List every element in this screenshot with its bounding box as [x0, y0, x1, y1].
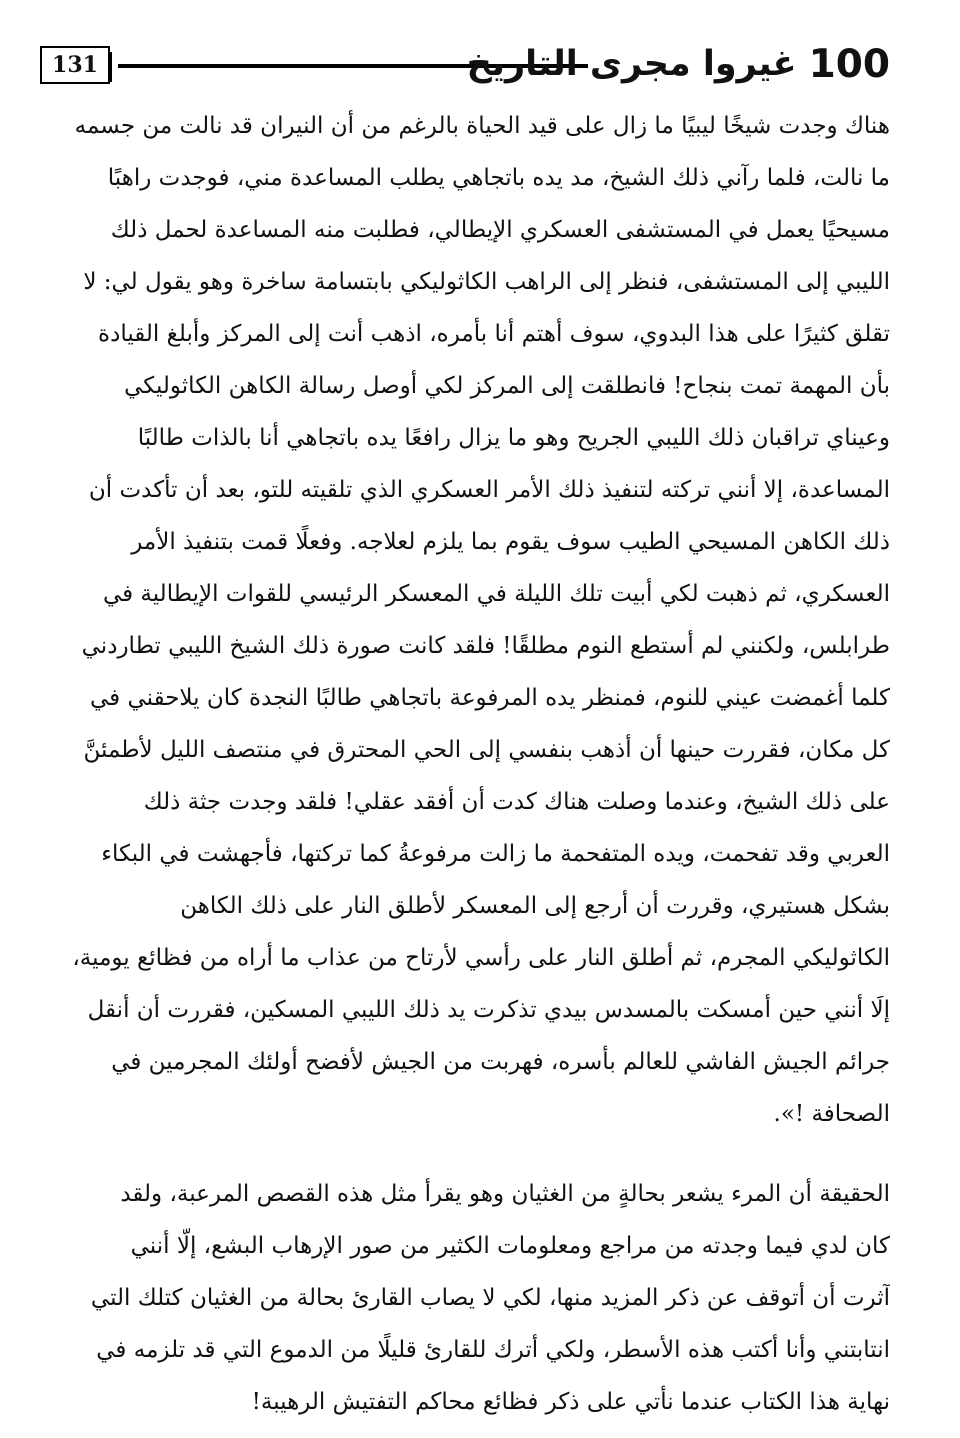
book-number: 100	[808, 41, 890, 87]
text-line: طرابلس، ولكنني لم أستطع النوم مطلقًا! فلقد كانت صورة ذلك الشيخ الليبي تطاردني	[81, 633, 890, 659]
page-body	[50, 100, 890, 1428]
text-line: كان لدي فيما وجدته من مراجع ومعلومات الكثير من صور الإرهاب البشع، إلّا أنني	[130, 1233, 890, 1259]
text-line: هناك وجدت شيخًا ليبيًا ما زال على قيد الحياة بالرغم من أن النيران قد نالت من جسمه	[74, 113, 890, 139]
text-line: مسيحيًا يعمل في المستشفى العسكري الإيطالي، فطلبت منه المساعدة لحمل ذلك	[110, 217, 890, 243]
text-line: بأن المهمة تمت بنجاح! فانطلقت إلى المركز لكي أوصل رسالة الكاهن الكاثوليكي	[124, 373, 890, 399]
text-line: تقلق كثيرًا على هذا البدوي، سوف أهتم أنا بأمره، اذهب أنت إلى المركز وأبلغ القيادة	[98, 321, 890, 347]
page-header	[40, 40, 890, 96]
text-line: كل مكان، فقررت حينها أن أذهب بنفسي إلى الحي المحترق في منتصف الليل لأطمئنَّ	[83, 737, 890, 763]
paragraph-gap	[50, 1140, 890, 1168]
text-line: العسكري، ثم ذهبت لكي أبيت تلك الليلة في المعسكر الرئيسي للقوات الإيطالية في	[102, 581, 890, 607]
text-line: الحقيقة أن المرء يشعر بحالةٍ من الغثيان وهو يقرأ مثل هذه القصص المرعبة، ولقد	[120, 1181, 890, 1207]
paragraph-2	[50, 1168, 890, 1428]
running-title	[467, 40, 890, 88]
text-line: الليبي إلى المستشفى، فنظر إلى الراهب الكاثوليكي بابتسامة ساخرة وهو يقول لي: لا	[83, 269, 890, 295]
text-line: انتابتني وأنا أكتب هذه الأسطر، ولكي أترك للقارئ قليلًا من الدموع التي قد تلزمه في	[96, 1337, 890, 1363]
text-line: إلَا أنني حين أمسكت بالمسدس بيدي تذكرت يد ذلك الليبي المسكين، فقررت أن أنقل	[87, 997, 890, 1023]
paragraph-1	[50, 100, 890, 1140]
text-line: الصحافة !».	[773, 1101, 890, 1127]
text-line: ما نالت، فلما رآني ذلك الشيخ، مد يده باتجاهي يطلب المساعدة مني، فوجدت راهبًا	[107, 165, 890, 191]
text-line: بشكل هستيري، وقررت أن أرجع إلى المعسكر لأطلق النار على ذلك الكاهن	[180, 893, 890, 919]
page-number: 131	[40, 46, 110, 84]
text-line: آثرت أن أتوقف عن ذكر المزيد منها، لكي لا يصاب القارئ بحالة من الغثيان كتلك التي	[90, 1285, 890, 1311]
text-line: المساعدة، إلا أنني تركته لتنفيذ ذلك الأمر العسكري الذي تلقيته للتو، بعد أن تأكدت أن	[88, 477, 890, 503]
book-title: غيروا مجرى التاريخ	[466, 43, 797, 84]
text-line: الكاثوليكي المجرم، ثم أطلق النار على رأسي لأرتاح من عذاب ما أراه من فظائع يومية،	[72, 945, 890, 971]
text-line: ذلك الكاهن المسيحي الطيب سوف يقوم بما يلزم لعلاجه. وفعلًا قمت بتنفيذ الأمر	[131, 529, 890, 555]
text-line: كلما أغمضت عيني للنوم، فمنظر يده المرفوعة باتجاهي طالبًا النجدة كان يلاحقني في	[89, 685, 890, 711]
text-line: على ذلك الشيخ، وعندما وصلت هناك كدت أن أفقد عقلي! فلقد وجدت جثة ذلك	[143, 789, 890, 815]
text-line: نهاية هذا الكتاب عندما نأتي على ذكر فظائع محاكم التفتيش الرهيبة!	[251, 1389, 890, 1415]
text-line: وعيناي تراقبان ذلك الليبي الجريح وهو ما يزال رافعًا يده باتجاهي أنا بالذات طالبًا	[137, 425, 890, 451]
text-line: جرائم الجيش الفاشي للعالم بأسره، فهربت من الجيش لأفضح أولئك المجرمين في	[111, 1049, 890, 1075]
text-line: العربي وقد تفحمت، ويده المتفحمة ما زالت مرفوعةُ كما تركتها، فأجهشت في البكاء	[101, 841, 890, 867]
